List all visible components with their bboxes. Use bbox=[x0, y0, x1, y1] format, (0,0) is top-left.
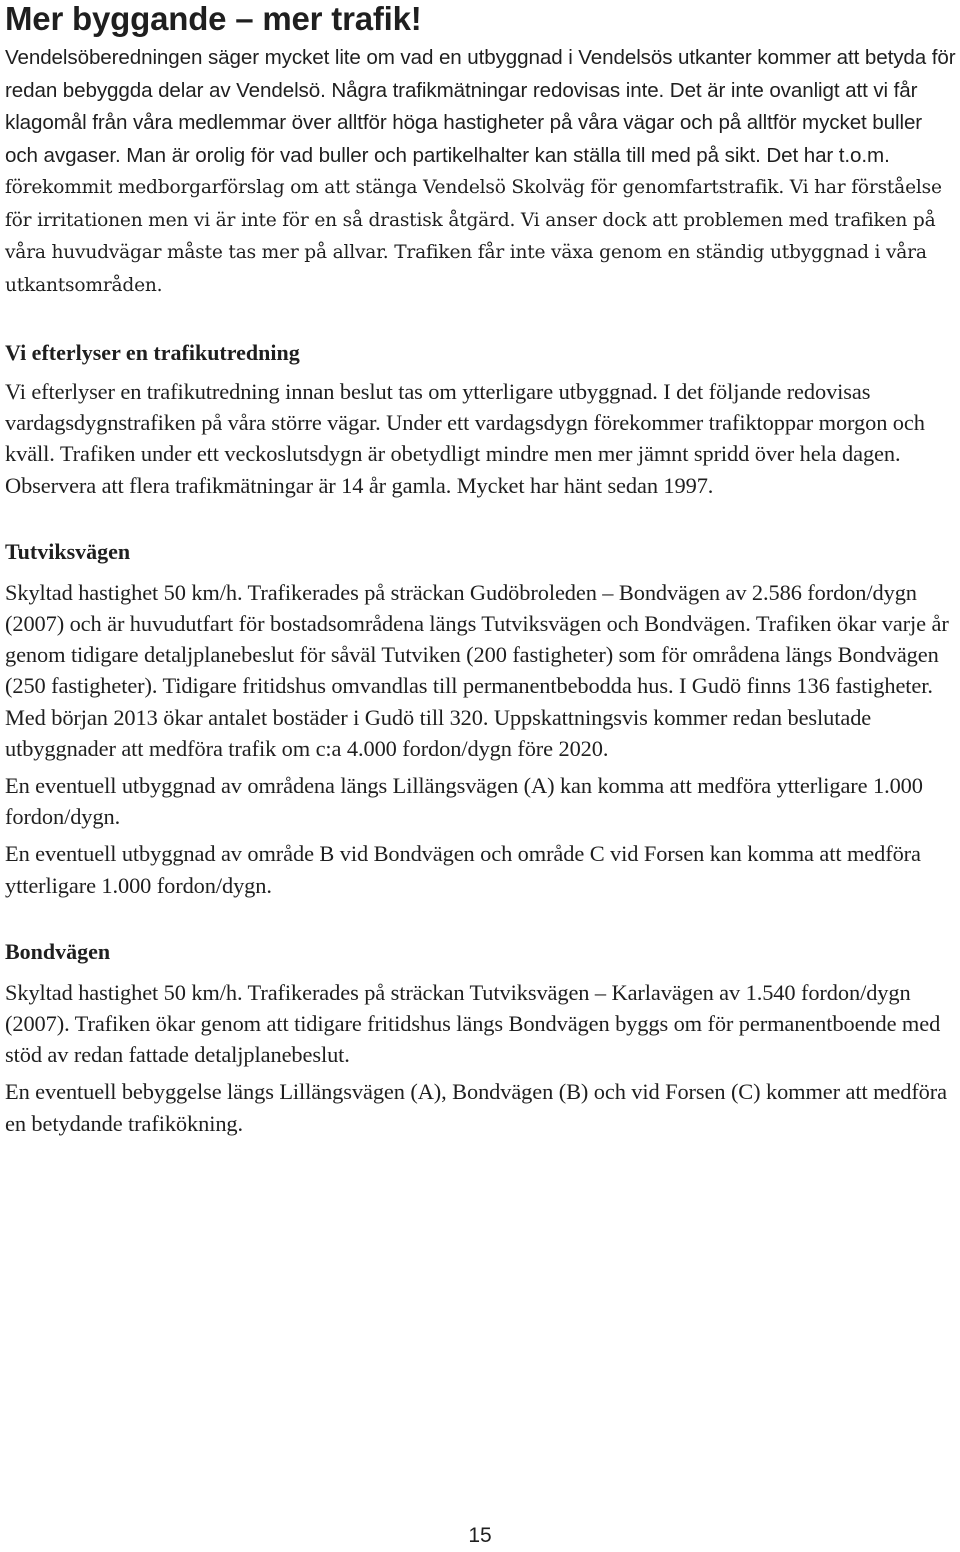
section-heading-tutviksvagen: Tutviksvägen bbox=[5, 538, 131, 564]
intro-paragraph-part1: Vendelsöberedningen säger mycket lite om vad en utbyggnad i Vendelsös utkanter kommer att betyda för redan bebyggda delar av Vendelsö. Några trafikmätningar redovisas inte. Det är inte ovanligt att vi får klagomål från våra medlemmar över alltför höga hastigheter på våra vägar och på alltför mycket buller och avgaser. Man är orolig för vad buller och partikelhalter kan ställa till med på sikt. Det har t.o.m. bbox=[5, 46, 956, 167]
tutviksvagen-paragraph-3: En eventuell utbyggnad av område B vid Bondvägen och område C vid Forsen kan komma att medföra ytterligare 1.000 fordon/dygn. bbox=[5, 841, 921, 898]
section-heading-trafikutredning: Vi efterlyser en trafikutredning bbox=[5, 340, 300, 365]
section-text-trafikutredning: Vi efterlyser en trafikutredning innan beslut tas om ytterligare utbyggnad. I det följande redovisas vardagsdygnstrafiken på våra större vägar. Under ett vardagsdygn förekommer trafiktoppar morgon och kväll. Trafiken under ett veckoslutsdygn är obetydligt mindre men mer jämnt spridd över hela dagen. Observera att flera trafikmätningar är 14 år gamla. Mycket har hänt sedan 1997. bbox=[5, 379, 925, 498]
page-number: 15 bbox=[468, 1524, 492, 1547]
page-title: Mer byggande – mer trafik! bbox=[5, 0, 422, 37]
bondvagen-paragraph-1: Skyltad hastighet 50 km/h. Trafikerades på sträckan Tutviksvägen – Karlavägen av 1.540 fordon/dygn (2007). Trafiken ökar genom att tidigare fritidshus längs Bondvägen byggs om för permanentboende med stöd av redan fattade detaljplanebeslut. bbox=[5, 979, 941, 1068]
document-page bbox=[5, 0, 957, 1139]
tutviksvagen-paragraph-1: Skyltad hastighet 50 km/h. Trafikerades på sträckan Gudöbroleden – Bondvägen av 2.586 fordon/dygn (2007) och är huvudutfart för bostadsområdena längs Tutviksvägen och Bondvägen. Trafiken ökar varje år genom tidigare detaljplanebeslut för såväl Tutviken (200 fastigheter) som för områdena längs Bondvägen (250 fastigheter). Tidigare fritidshus omvandlas till permanentbebodda hus. I Gudö finns 136 fastigheter. Med början 2013 ökar antalet bostäder i Gudö till 320. Uppskattningsvis kommer redan beslutade utbyggnader att medföra trafik om c:a 4.000 fordon/dygn före 2020. bbox=[5, 579, 949, 761]
section-heading-bondvagen: Bondvägen bbox=[5, 938, 111, 964]
tutviksvagen-paragraph-2: En eventuell utbyggnad av områdena längs Lillängsvägen (A) kan komma att medföra ytterligare 1.000 fordon/dygn. bbox=[5, 773, 923, 830]
intro-paragraph-part2: förekommit medborgarförslag om att stänga Vendelsö Skolväg för genomfartstrafik. Vi har förståelse för irritationen men vi är inte för en så drastisk åtgärd. Vi anser dock att problemen med trafiken på våra huvudvägar måste tas mer på allvar. Trafiken får inte växa genom en ständig utbyggnad i våra utkantsområden. bbox=[5, 177, 942, 296]
bondvagen-paragraph-2: En eventuell bebyggelse längs Lillängsvägen (A), Bondvägen (B) och vid Forsen (C) kommer att medföra en betydande trafikökning. bbox=[5, 1079, 947, 1136]
